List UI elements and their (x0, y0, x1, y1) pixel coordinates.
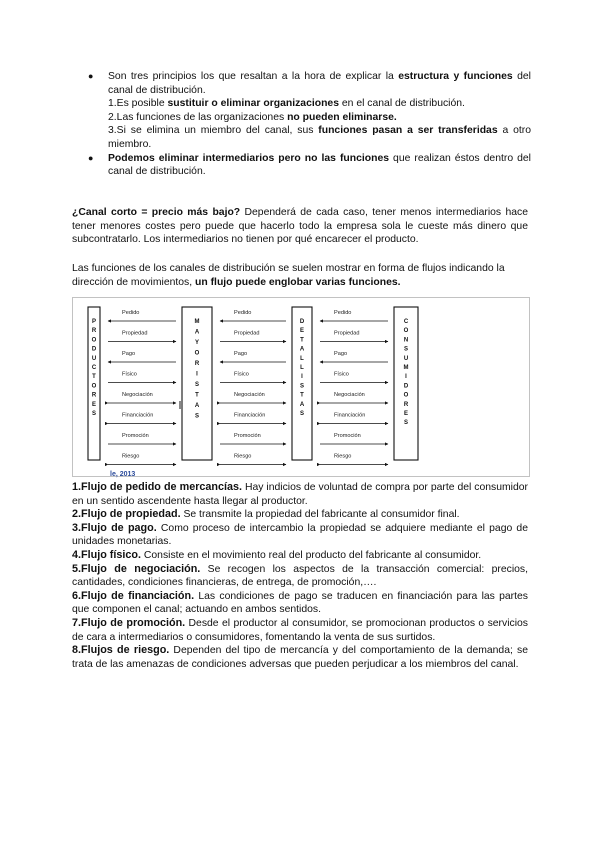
bullet-icon: ● (88, 152, 94, 163)
flow-item (72, 549, 528, 563)
text: 3.Si se elimina un miembro del canal, sus (108, 125, 319, 137)
flow-label: Pedido (234, 310, 252, 316)
flow-label: Negociación (334, 392, 365, 398)
column-letter: T (300, 392, 304, 399)
flow-item (72, 481, 528, 508)
text-bold: Podemos eliminar intermediarios pero no las funciones (108, 152, 390, 164)
flow-title: 7.Flujo de promoción. (72, 616, 186, 629)
flow-title: 5.Flujo de negociación. (72, 562, 201, 575)
flow-label: Financiación (234, 412, 266, 419)
flow-text: Hay indicios de voluntad de compra por parte del consumidor en un sentido ascendente hasta llegar al productor. (72, 482, 528, 507)
flow-label: Negociación (122, 392, 153, 398)
flow-text: Se recogen los aspectos de la transacción comercial: precios, cantidades, condiciones financieras, de entrega, de promoción,…. (72, 563, 528, 589)
column-letter: O (194, 350, 200, 357)
column-letter: P (91, 319, 97, 325)
flow-label: Promoción (334, 433, 361, 439)
bullet-icon: ● (88, 71, 94, 81)
flow-label: Propiedad (122, 330, 148, 337)
flow-label: Pedido (122, 310, 140, 316)
column-letter: A (194, 403, 200, 409)
flow-text: Desde el productor al consumidor, se promocionan productos o servicios de cara a intermediarios o consumidores, fomentando la venta de sus surtidos. (72, 617, 529, 643)
column-letter: T (92, 374, 96, 381)
list-item (86, 70, 531, 97)
column-letter: A (299, 401, 305, 408)
column-letter: T (300, 337, 304, 344)
text-bold: ¿Canal corto = precio más bajo? (72, 207, 241, 218)
list-item (86, 111, 531, 125)
flow-item (72, 563, 528, 590)
text: del canal de distribución. (108, 71, 531, 96)
flow-text: Como proceso de intercambio la propiedad se adquiere mediante el pago de unidades monetarias. (72, 522, 528, 548)
list-item (86, 124, 531, 151)
text: Dependerá de cada caso, tener menos intermediarios hace tener menores costes pero puede que hacerlo todo la empresa sola le cueste más dinero que subcontratarlo. Los intermediarios no tienen por qué encarecer el producto. (72, 207, 528, 246)
column-letter: O (403, 392, 409, 399)
text: 2.Las funciones de las organizaciones (108, 111, 288, 123)
column-letter: C (91, 365, 97, 371)
column-letter: U (403, 355, 409, 362)
column-letter: S (194, 413, 200, 420)
column-letter: S (91, 411, 97, 417)
principles-list (86, 70, 531, 179)
flow-title: 2.Flujo de propiedad. (72, 508, 181, 521)
flows-diagram-svg (72, 297, 530, 477)
flow-label: Propiedad (234, 330, 260, 337)
flow-label: Propiedad (334, 330, 360, 337)
column-letter: S (299, 411, 305, 417)
column-letter: O (91, 337, 97, 344)
column-letter: D (403, 383, 409, 390)
column-letter: M (403, 365, 409, 371)
flow-title: 6.Flujo de financiación. (72, 589, 195, 602)
flows-list (72, 481, 528, 671)
flow-title: 1.Flujo de pedido de mercancías. (72, 481, 243, 493)
column-letter: R (91, 328, 97, 335)
column-letter: E (91, 401, 97, 408)
column-letter: I (301, 374, 303, 381)
flow-text: Las condiciones de pago se traducen en financiación para las partes que componen el canal; actuando en ambos sentidos. (72, 590, 529, 616)
list-item (86, 97, 531, 111)
flow-title: 3.Flujo de pago. (72, 521, 157, 534)
flow-item (72, 522, 528, 549)
text-bold: no pueden eliminarse. (287, 111, 397, 123)
column-letter: E (299, 328, 305, 335)
column-letter: E (403, 411, 409, 417)
flow-label: Riesgo (334, 453, 352, 460)
column-letter: S (403, 346, 409, 353)
column-letter: S (403, 420, 409, 427)
flow-label: Físico (334, 371, 349, 378)
column-letter: T (195, 392, 199, 399)
distribution-flows-diagram (72, 297, 530, 477)
flow-title: 8.Flujos de riesgo. (72, 644, 170, 657)
flow-label: Financiación (334, 412, 366, 419)
flow-title: 4.Flujo físico. (72, 548, 141, 561)
text-bold: estructura y funciones (398, 71, 513, 82)
diagram-credit: le, 2013 (110, 471, 136, 478)
column-letter: L (300, 365, 304, 371)
flow-label: Promoción (234, 433, 261, 439)
text: en el canal de distribución. (339, 98, 465, 110)
flow-label: Pago (334, 351, 348, 357)
column-letter: D (91, 346, 97, 353)
flow-label: Negociación (234, 392, 265, 398)
flow-text: Consiste en el movimiento real del producto del fabricante al consumidor. (141, 549, 482, 561)
flow-label: Financiación (122, 412, 154, 419)
flow-text: Dependen del tipo de mercancía y del comportamiento de la demanda; se trata de las amenazas de condiciones adversas que pueden perjudicar a los miembros del canal. (72, 645, 528, 670)
text-bold: funciones pasan a ser transferidas (318, 125, 498, 137)
text: Son tres principios los que resaltan a la hora de explicar la (108, 71, 399, 82)
column-letter: Y (194, 340, 200, 346)
flow-label: Riesgo (122, 453, 140, 460)
flows-intro-paragraph (72, 262, 528, 289)
column-letter: O (403, 328, 409, 335)
flow-item (72, 508, 528, 522)
flow-label: Riesgo (234, 453, 252, 460)
text: a otro miembro. (108, 125, 531, 150)
column-letter: U (91, 355, 97, 362)
column-letter: S (299, 383, 305, 390)
flow-label: Físico (234, 371, 249, 378)
column-letter: R (194, 361, 200, 367)
column-letter: I (196, 371, 198, 378)
column-letter: S (194, 382, 200, 388)
column-letter: A (194, 329, 200, 336)
column-letter: M (194, 319, 200, 325)
text-bold: un flujo puede englobar varias funciones. (195, 276, 401, 288)
flow-item (72, 617, 528, 644)
column-letter: N (403, 337, 409, 344)
column-letter: R (403, 401, 409, 408)
column-letter: I (405, 374, 407, 381)
list-item (86, 152, 531, 179)
column-letter: C (403, 319, 409, 325)
column-letter: A (299, 346, 305, 353)
flow-label: Pedido (334, 310, 352, 316)
flow-label: Pago (234, 351, 248, 357)
flow-label: Pago (122, 351, 136, 357)
text-bold: sustituir o eliminar organizaciones (167, 98, 339, 110)
text: 1.Es posible (108, 98, 168, 110)
column-letter: R (91, 392, 97, 399)
flow-label: Promoción (122, 433, 149, 439)
column-letter: L (300, 355, 304, 362)
flow-text: Se transmite la propiedad del fabricante al consumidor final. (180, 509, 460, 521)
flow-item (72, 590, 528, 617)
flow-item (72, 644, 528, 671)
column-letter: O (91, 383, 97, 390)
column-letter: D (299, 319, 305, 325)
flow-label: Físico (122, 371, 137, 378)
text: que realizan éstos dentro del canal de distribución. (108, 152, 531, 178)
text: Las funciones de los canales de distribución se suelen mostrar en forma de flujos indicando la dirección de movimientos, (72, 263, 505, 288)
short-channel-paragraph (72, 206, 528, 247)
